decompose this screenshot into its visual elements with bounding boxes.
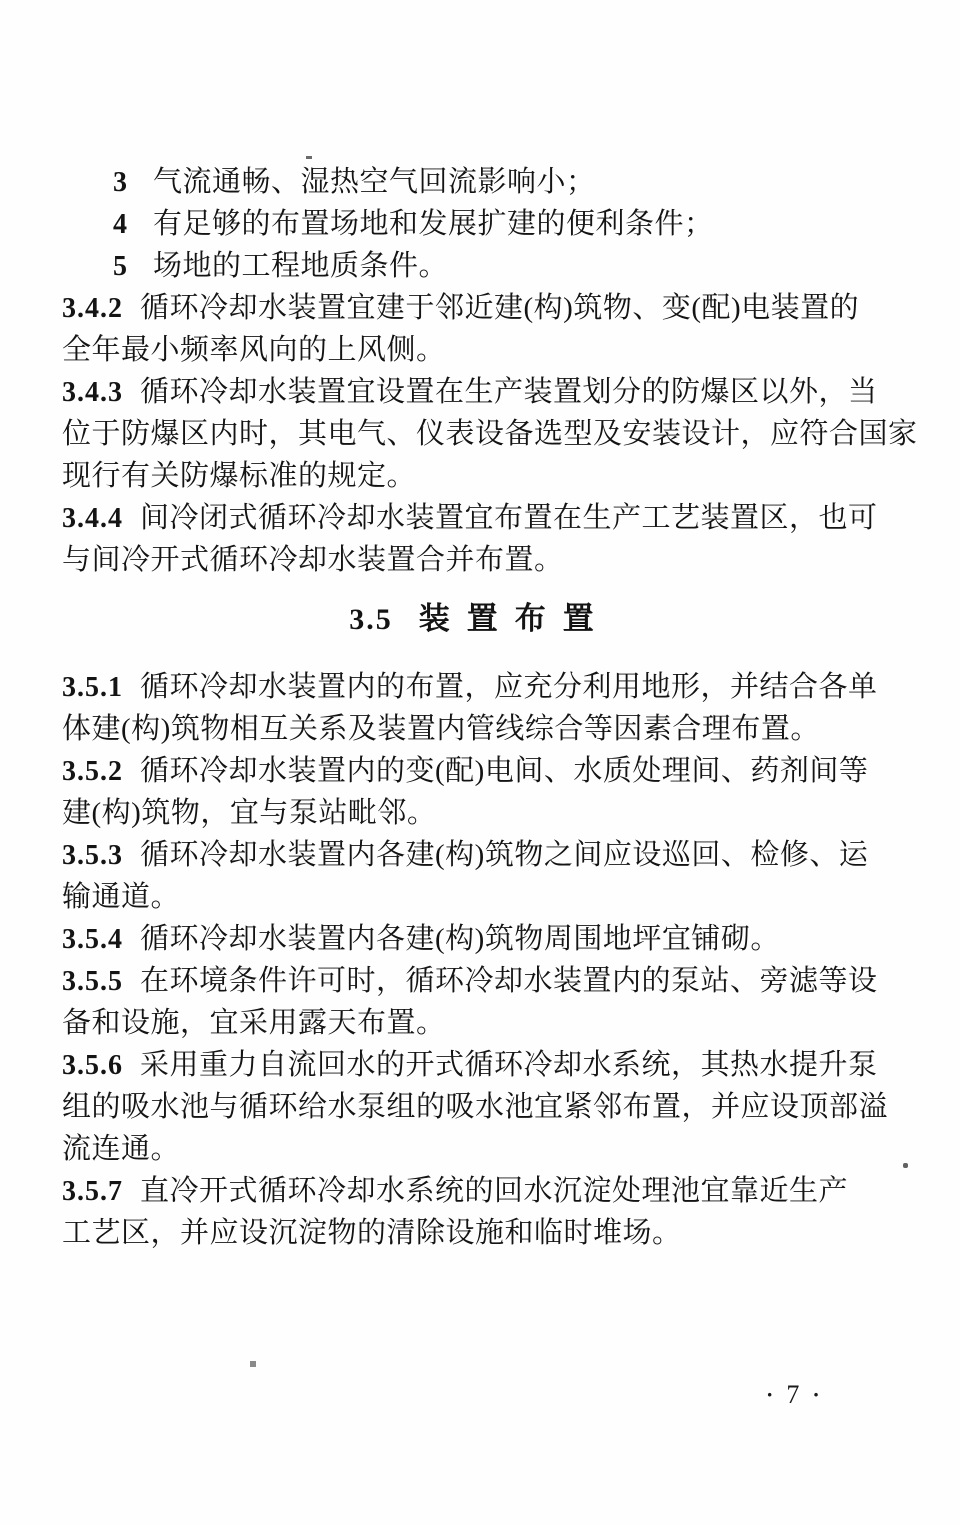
clause-text: 间冷闭式循环冷却水装置宜布置在生产工艺装置区，也可	[140, 502, 878, 534]
clause-line	[62, 497, 898, 539]
clause-3-5-1	[62, 666, 898, 750]
clause-text: 循环冷却水装置内各建(构)筑物之间应设巡回、检修、运	[140, 839, 869, 871]
clause-text: 循环冷却水装置宜设置在生产装置划分的防爆区以外，当	[140, 376, 878, 408]
clause-line: 备和设施，宜采用露天布置。	[62, 1007, 446, 1039]
clause-text: 循环冷却水装置内的布置，应充分利用地形，并结合各单	[140, 671, 878, 703]
clause-text: 在环境条件许可时，循环冷却水装置内的泵站、旁滤等设	[140, 965, 878, 997]
list-item	[62, 245, 898, 287]
clause-number: 3.5.7	[62, 1176, 123, 1207]
list-item-text: 场地的工程地质条件。	[153, 250, 449, 282]
section-heading	[62, 598, 898, 640]
clause-number: 3.4.3	[62, 377, 123, 408]
list-item-number: 3	[113, 167, 128, 198]
clause-line: 流连通。	[62, 1133, 181, 1165]
scan-speck	[250, 1361, 256, 1367]
clause-line	[62, 750, 898, 792]
section-number: 3.5	[349, 603, 393, 636]
clause-line	[62, 834, 898, 876]
clause-number: 3.5.6	[62, 1050, 123, 1081]
body-text	[62, 161, 918, 1254]
clause-line	[62, 371, 898, 413]
list-item-number: 4	[113, 209, 128, 240]
clause-3-4-3	[62, 371, 918, 497]
clause-3-5-3	[62, 834, 898, 918]
clause-line: 现行有关防爆标准的规定。	[62, 460, 417, 492]
clause-line: 组的吸水池与循环给水泵组的吸水池宜紧邻布置，并应设顶部溢	[62, 1091, 889, 1123]
clause-line	[62, 1044, 898, 1086]
clause-3-5-5	[62, 960, 898, 1044]
clause-text: 循环冷却水装置宜建于邻近建(构)筑物、变(配)电装置的	[140, 292, 860, 324]
section-title: 装置布置	[418, 601, 611, 636]
clause-line: 工艺区，并应设沉淀物的清除设施和临时堆场。	[62, 1217, 682, 1249]
clause-line: 体建(构)筑物相互关系及装置内管线综合等因素合理布置。	[62, 713, 820, 745]
page-number	[766, 1380, 820, 1410]
list-item	[62, 203, 898, 245]
clause-line: 位于防爆区内时，其电气、仪表设备选型及安装设计，应符合国家	[62, 418, 918, 450]
clause-text: 直冷开式循环冷却水系统的回水沉淀处理池宜靠近生产	[140, 1175, 849, 1207]
clause-number: 3.5.5	[62, 966, 123, 997]
clause-number: 3.5.2	[62, 756, 123, 787]
scan-speck	[903, 1163, 908, 1168]
clause-number: 3.5.1	[62, 672, 123, 703]
clause-line: 建(构)筑物，宜与泵站毗邻。	[62, 797, 437, 829]
clause-3-5-6	[62, 1044, 898, 1170]
clause-number: 3.5.3	[62, 840, 123, 871]
clause-line: 与间冷开式循环冷却水装置合并布置。	[62, 544, 564, 576]
page-number-left-dot: ·	[766, 1382, 774, 1407]
clause-line	[62, 666, 898, 708]
clause-line: 全年最小频率风向的上风侧。	[62, 334, 446, 366]
page-number-value: 7	[786, 1380, 800, 1409]
page-number-right-dot: ·	[812, 1382, 820, 1407]
clause-line	[62, 287, 898, 329]
list-item-text: 气流通畅、湿热空气回流影响小；	[153, 166, 596, 198]
clause-3-5-4	[62, 918, 898, 960]
clause-number: 3.5.4	[62, 924, 123, 955]
clause-text: 循环冷却水装置内的变(配)电间、水质处理间、药剂间等	[140, 755, 869, 787]
clause-line: 输通道。	[62, 881, 181, 913]
clause-text: 循环冷却水装置内各建(构)筑物周围地坪宜铺砌。	[140, 923, 780, 955]
list-item-number: 5	[113, 251, 128, 282]
clause-3-4-2	[62, 287, 898, 371]
clause-3-5-7	[62, 1170, 898, 1254]
list-item	[62, 161, 898, 203]
scan-speck	[306, 156, 312, 159]
clause-3-5-2	[62, 750, 898, 834]
clause-line	[62, 918, 898, 960]
list-item-text: 有足够的布置场地和发展扩建的便利条件；	[153, 208, 714, 240]
clause-text: 采用重力自流回水的开式循环冷却水系统，其热水提升泵	[140, 1049, 878, 1081]
clause-3-4-4	[62, 497, 898, 581]
clause-number: 3.4.2	[62, 293, 123, 324]
clause-line	[62, 960, 898, 1002]
clause-line	[62, 1170, 898, 1212]
clause-number: 3.4.4	[62, 503, 123, 534]
